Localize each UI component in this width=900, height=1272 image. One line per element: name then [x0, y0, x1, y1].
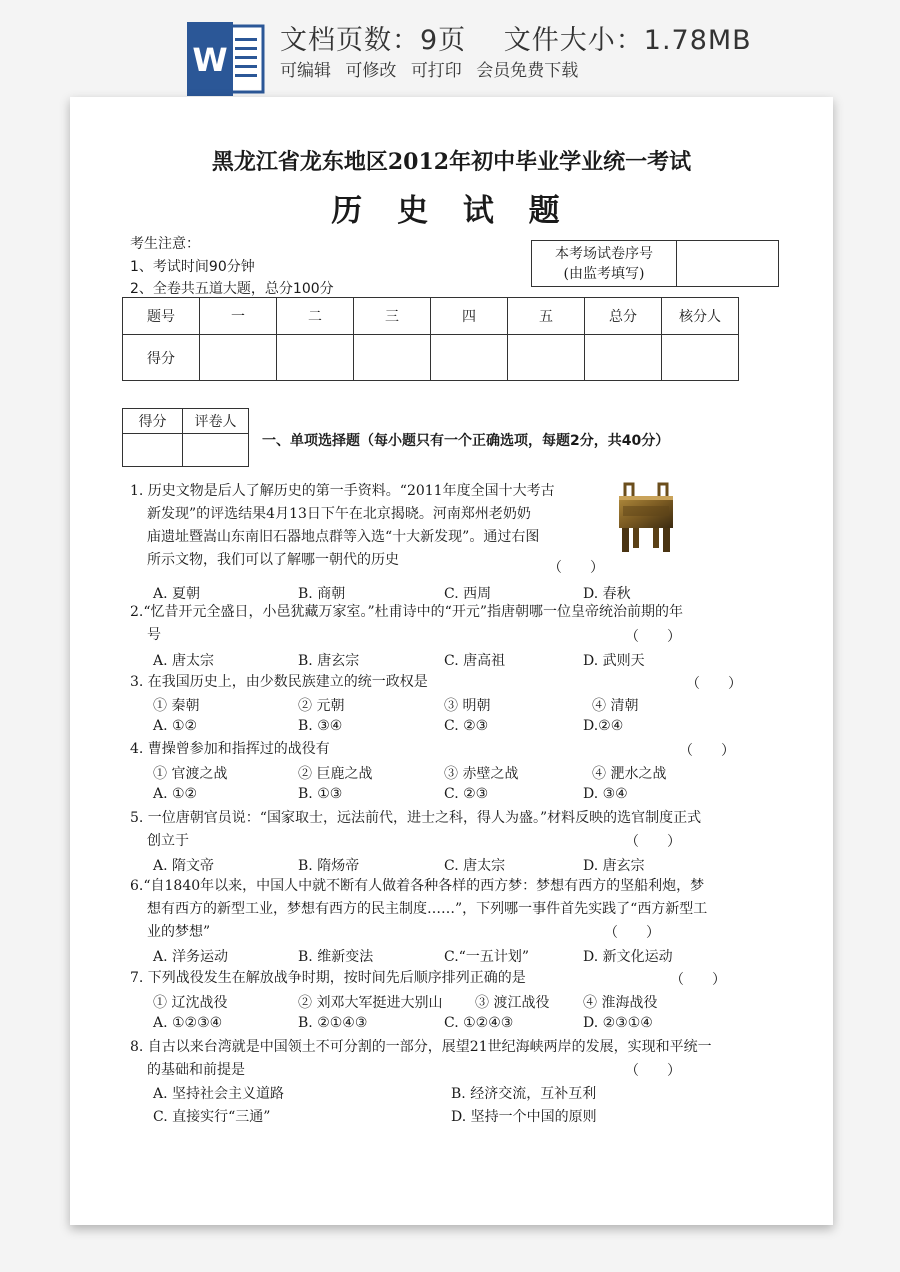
- seat-number-label: 本考场试卷序号 (由监考填写): [532, 241, 677, 287]
- answer-paren[interactable]: （ ）: [625, 629, 681, 645]
- option-a[interactable]: A. 坚持社会主义道路: [153, 1086, 285, 1102]
- bronze-ding-icon: [613, 480, 679, 554]
- score-cell[interactable]: [354, 335, 431, 381]
- answer-paren[interactable]: （ ）: [625, 1063, 681, 1079]
- score-header: 题号: [123, 298, 200, 335]
- answer-paren[interactable]: （ ）: [686, 676, 742, 692]
- grader-score-label: 得分: [123, 409, 183, 434]
- document-info: 文档页数：9页 文件大小：1.78MB: [280, 25, 752, 56]
- question-6: 6.“自1840年以来，中国人中就不断有人做着各种各样的西方梦：梦想有西方的坚船利炮，梦 想有西方的新型工业，梦想有西方的民主制度……”，下列哪一事件首先实践了“西方新型工 业的梦想”: [130, 878, 708, 940]
- score-cell[interactable]: [585, 335, 662, 381]
- answer-paren[interactable]: （ ）: [679, 743, 735, 759]
- item-2: ② 刘邓大军挺进大别山: [298, 995, 443, 1011]
- feature-modifiable: 可修改: [345, 61, 397, 81]
- notice-item: 1、考试时间90分钟: [130, 259, 255, 275]
- score-row: [123, 335, 739, 381]
- grader-name-cell[interactable]: [183, 434, 249, 467]
- answer-paren[interactable]: （ ）: [604, 925, 660, 941]
- option-a[interactable]: A. 隋文帝: [153, 858, 215, 874]
- feature-printable: 可打印: [410, 61, 462, 81]
- question-1: 1. 历史文物是后人了解历史的第一手资料。“2011年度全国十大考古 新发现”的评选结果4月13日下午在北京揭晓。河南郑州老奶奶 庙遗址暨嵩山东南旧石器地点群等入选“十大新发现”。通过右图 所示文物，我们可以了解哪一朝代的历史: [130, 483, 555, 568]
- option-a[interactable]: A. ①②: [153, 718, 198, 734]
- question-4: 4. 曹操曾参加和指挥过的战役有: [130, 741, 330, 757]
- item-1: ① 秦朝: [153, 698, 200, 714]
- option-a[interactable]: A. ①②③④: [153, 1015, 223, 1031]
- option-b[interactable]: B. ①③: [298, 786, 343, 802]
- score-header-row: [123, 298, 739, 335]
- option-b[interactable]: B. 经济交流，互补互利: [451, 1086, 597, 1102]
- option-d[interactable]: D. 武则天: [583, 653, 645, 669]
- item-4: ④ 淮海战役: [583, 995, 658, 1011]
- option-b[interactable]: B. 商朝: [298, 586, 346, 602]
- option-b[interactable]: B. ②①④③: [298, 1015, 368, 1031]
- notice-item: 2、全卷共五道大题，总分100分: [130, 281, 334, 297]
- option-d[interactable]: D. ③④: [583, 786, 628, 802]
- score-cell[interactable]: [662, 335, 739, 381]
- option-c[interactable]: C. 西周: [444, 586, 492, 602]
- option-a[interactable]: A. 夏朝: [153, 586, 201, 602]
- grader-name-label: 评卷人: [183, 409, 249, 434]
- option-c[interactable]: C. ②③: [444, 786, 489, 802]
- option-d[interactable]: D. 春秋: [583, 586, 631, 602]
- question-7: 7. 下列战役发生在解放战争时期，按时间先后顺序排列正确的是: [130, 970, 526, 986]
- score-row-label: 得分: [123, 335, 200, 381]
- score-header: 三: [354, 298, 431, 335]
- item-3: ③ 渡江战役: [475, 995, 550, 1011]
- option-a[interactable]: A. ①②: [153, 786, 198, 802]
- score-header: 一: [200, 298, 277, 335]
- question-5: 5. 一位唐朝官员说：“国家取士，远法前代，进士之科，得人为盛。”材料反映的选官制度正式 创立于: [130, 810, 702, 849]
- item-3: ③ 明朝: [444, 698, 491, 714]
- option-d[interactable]: D. 坚持一个中国的原则: [451, 1109, 597, 1125]
- item-1: ① 辽沈战役: [153, 995, 228, 1011]
- download-banner: [0, 0, 900, 100]
- question-8: 8. 自古以来台湾就是中国领土不可分割的一部分，展望21世纪海峡两岸的发展，实现和平统一 的基础和前提是: [130, 1039, 712, 1078]
- seat-number-cell[interactable]: [677, 241, 779, 287]
- answer-paren[interactable]: （ ）: [670, 972, 726, 988]
- score-table: [122, 297, 739, 381]
- score-cell[interactable]: [200, 335, 277, 381]
- option-c[interactable]: C. ②③: [444, 718, 489, 734]
- score-cell[interactable]: [277, 335, 354, 381]
- score-header: 四: [431, 298, 508, 335]
- score-cell[interactable]: [508, 335, 585, 381]
- notice-heading: 考生注意：: [130, 236, 200, 252]
- option-c[interactable]: C. 直接实行“三通”: [153, 1109, 271, 1125]
- feature-list: [280, 56, 587, 81]
- svg-text:W: W: [192, 41, 228, 79]
- seat-number-box: [531, 240, 779, 287]
- item-4: ④ 淝水之战: [592, 766, 667, 782]
- option-c[interactable]: C. ①②④③: [444, 1015, 514, 1031]
- score-header: 总分: [585, 298, 662, 335]
- exam-title: 黑龙江省龙东地区2012年初中毕业学业统一考试: [211, 149, 692, 175]
- bronze-ding-image: [613, 480, 679, 554]
- option-b[interactable]: B. 维新变法: [298, 949, 374, 965]
- item-2: ② 元朝: [298, 698, 345, 714]
- option-b[interactable]: B. ③④: [298, 718, 343, 734]
- score-header: 五: [508, 298, 585, 335]
- answer-paren[interactable]: （ ）: [548, 560, 604, 576]
- exam-subject: 历 史 试 题: [331, 193, 572, 229]
- option-b[interactable]: B. 隋炀帝: [298, 858, 360, 874]
- word-document-icon: [187, 22, 265, 96]
- exam-page: [70, 97, 833, 1225]
- question-3: 3. 在我国历史上，由少数民族建立的统一政权是: [130, 674, 428, 690]
- option-b[interactable]: B. 唐玄宗: [298, 653, 360, 669]
- score-cell[interactable]: [431, 335, 508, 381]
- score-header: 二: [277, 298, 354, 335]
- answer-paren[interactable]: （ ）: [625, 834, 681, 850]
- grader-score-cell[interactable]: [123, 434, 183, 467]
- option-d[interactable]: D. ②③①④: [583, 1015, 653, 1031]
- option-c[interactable]: C. 唐太宗: [444, 858, 506, 874]
- feature-editable: 可编辑: [280, 61, 331, 81]
- option-d[interactable]: D. 唐玄宗: [583, 858, 645, 874]
- item-3: ③ 赤壁之战: [444, 766, 519, 782]
- option-a[interactable]: A. 洋务运动: [153, 949, 229, 965]
- item-2: ② 巨鹿之战: [298, 766, 373, 782]
- item-4: ④ 清朝: [592, 698, 639, 714]
- option-d[interactable]: D.②④: [583, 718, 624, 734]
- question-2: 2.“忆昔开元全盛日，小邑犹藏万家室。”杜甫诗中的“开元”指唐朝哪一位皇帝统治前期的年 号: [130, 604, 683, 643]
- score-header: 核分人: [662, 298, 739, 335]
- option-d[interactable]: D. 新文化运动: [583, 949, 673, 965]
- grader-box: [122, 408, 249, 467]
- option-c[interactable]: C.“一五计划”: [444, 949, 529, 965]
- option-c[interactable]: C. 唐高祖: [444, 653, 506, 669]
- feature-member-download[interactable]: 会员免费下载: [476, 61, 579, 81]
- item-1: ① 官渡之战: [153, 766, 228, 782]
- section-title: 一、单项选择题（每小题只有一个正确选项，每题2分，共40分）: [262, 433, 670, 449]
- option-a[interactable]: A. 唐太宗: [153, 653, 215, 669]
